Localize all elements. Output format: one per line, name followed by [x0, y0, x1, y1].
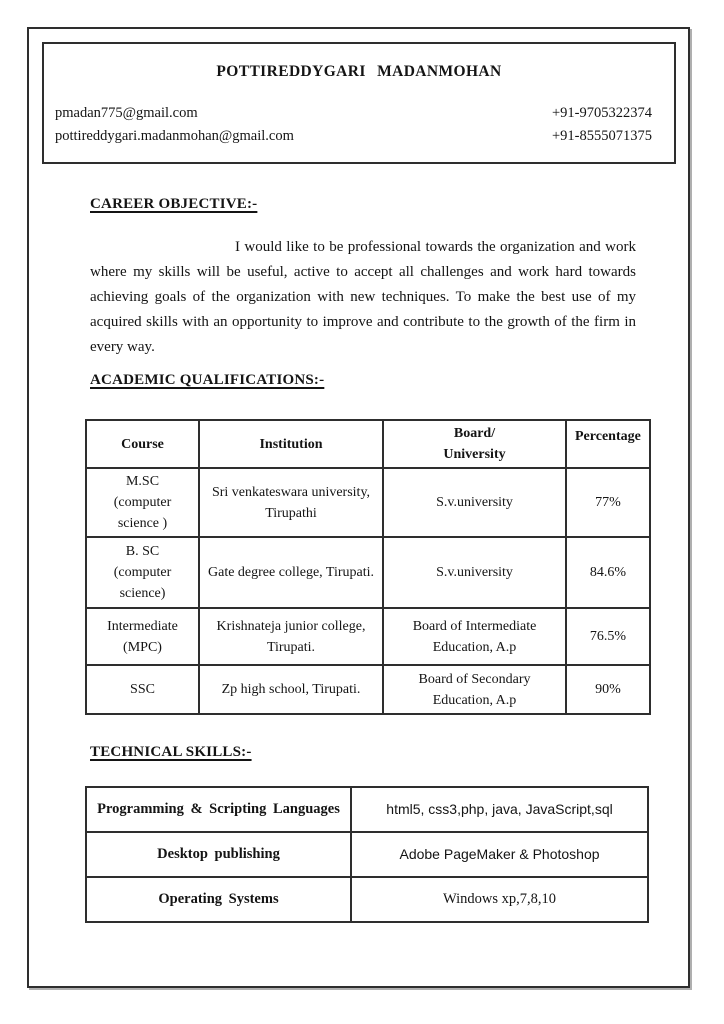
skill-value-desktop-publishing: Adobe PageMaker & Photoshop	[351, 832, 648, 877]
table-header-row	[86, 420, 650, 468]
cell-course: SSC	[86, 665, 199, 714]
table-row	[86, 665, 650, 714]
column-header-percentage: Percentage	[566, 420, 650, 468]
cell-course: B. SC (computer science)	[86, 537, 199, 608]
phone-secondary: +91-8555071375	[551, 128, 652, 144]
cell-board: S.v.university	[383, 537, 566, 608]
candidate-name: POTTIREDDYGARI MADANMOHAN	[216, 63, 502, 80]
cell-institution: Krishnateja junior college, Tirupati.	[199, 608, 383, 665]
email-primary: pmadan775@gmail.com	[55, 105, 198, 121]
cell-course: Intermediate (MPC)	[86, 608, 199, 665]
skill-value-programming: html5, css3,php, java, JavaScript,sql	[351, 787, 648, 832]
technical-skills-table	[85, 786, 649, 923]
cell-board: Board of Secondary Education, A.p	[383, 665, 566, 714]
page-border-frame	[27, 27, 690, 988]
career-objective-text: I would like to be professional towards the organization and work where my skills will be useful, active to accept all challenges and work hard towards achieving goals of the organization with new techniques. To make the best use of my acquired skills with an opportunity to improve and contribute to the growth of the firm in every way.	[90, 239, 636, 355]
column-header-course: Course	[86, 420, 199, 468]
cell-institution: Gate degree college, Tirupati.	[199, 537, 383, 608]
table-row	[86, 468, 650, 537]
cell-percentage: 77%	[566, 468, 650, 537]
career-objective-heading: CAREER OBJECTIVE:-	[90, 196, 258, 212]
phone-primary: +91-9705322374	[551, 105, 652, 121]
cell-board: Board of Intermediate Education, A.p	[383, 608, 566, 665]
table-row	[86, 608, 650, 665]
academic-qualifications-table	[85, 419, 651, 715]
cell-institution: Zp high school, Tirupati.	[199, 665, 383, 714]
table-row	[86, 537, 650, 608]
contact-row-1	[44, 105, 674, 122]
skill-value-operating-systems: Windows xp,7,8,10	[351, 877, 648, 922]
technical-skills-heading: TECHNICAL SKILLS:-	[90, 744, 252, 760]
skill-category-desktop-publishing: Desktop publishing	[86, 832, 351, 877]
table-row	[86, 877, 648, 922]
header-box	[42, 42, 676, 164]
skill-category-programming: Programming & Scripting Languages	[86, 787, 351, 832]
cell-institution: Sri venkateswara university, Tirupathi	[199, 468, 383, 537]
cell-course: M.SC (computer science )	[86, 468, 199, 537]
table-row	[86, 787, 648, 832]
cell-percentage: 90%	[566, 665, 650, 714]
academic-qualifications-heading: ACADEMIC QUALIFICATIONS:-	[90, 372, 325, 388]
skill-category-operating-systems: Operating Systems	[86, 877, 351, 922]
cell-percentage: 76.5%	[566, 608, 650, 665]
contact-row-2	[44, 128, 674, 145]
cell-percentage: 84.6%	[566, 537, 650, 608]
cell-board: S.v.university	[383, 468, 566, 537]
email-secondary: pottireddygari.madanmohan@gmail.com	[55, 128, 294, 144]
column-header-institution: Institution	[199, 420, 383, 468]
column-header-board-university: Board/ University	[383, 420, 566, 468]
table-row	[86, 832, 648, 877]
